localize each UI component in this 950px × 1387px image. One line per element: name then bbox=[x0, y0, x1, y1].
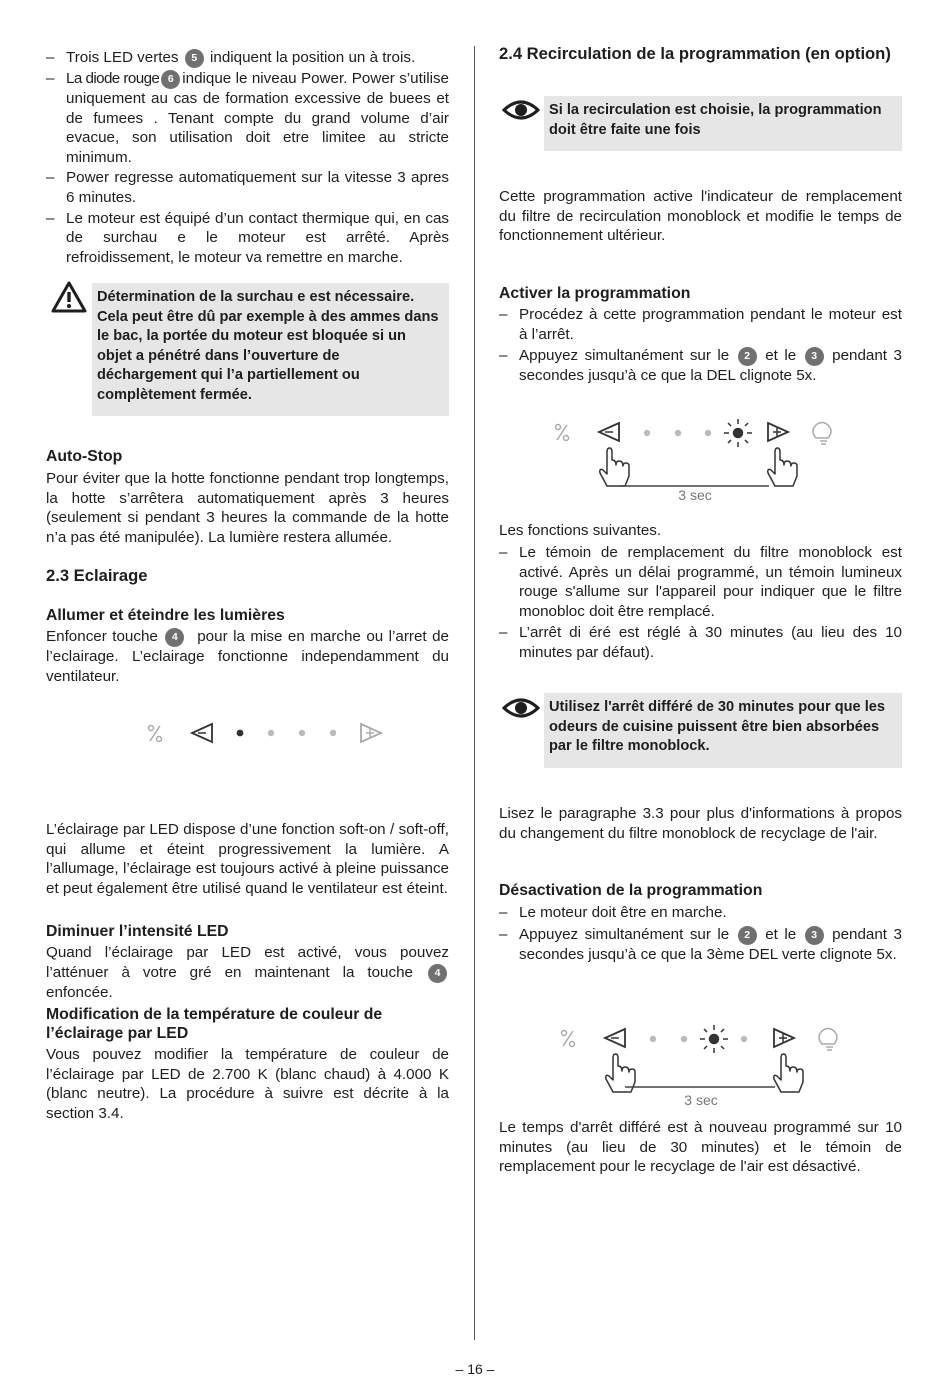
info-note: Utilisez l'arrêt différé de 30 minutes pour que les odeurs de cuisine puissent être bien absorbées par le filtre monoblock. bbox=[544, 693, 902, 768]
list-item: – Le témoin de remplacement du filtre monoblock est activé. Après un délai programmé, un témoin lumineux rouge s'allume sur l'appareil pour indiquer que le filtre monobloc doit être remplacé. bbox=[499, 544, 902, 620]
blinking-led-icon bbox=[724, 419, 752, 447]
duration-label: 3 sec bbox=[678, 487, 712, 503]
bullet-list-top bbox=[46, 48, 449, 267]
section-heading-24: 2.4 Recirculation de la programmation (en option) bbox=[499, 44, 891, 63]
blinking-led-icon bbox=[700, 1025, 728, 1053]
button-number-badge: 4 bbox=[428, 964, 447, 983]
lights-title: Allumer et éteindre les lumières bbox=[46, 607, 285, 624]
led-indicator bbox=[644, 430, 650, 436]
dim-title: Diminuer l’intensité LED bbox=[46, 923, 229, 940]
percent-icon bbox=[562, 1031, 575, 1047]
list-item: – Appuyez simultanément sur le 2 et le 3 pendant 3 secondes jusqu’à ce que la DEL clignote 5x. bbox=[499, 347, 902, 385]
functions-list bbox=[499, 543, 902, 663]
led-indicator bbox=[268, 730, 274, 736]
intro-text: Cette programmation active l'indicateur de remplacement du filtre de recirculation monoblock et modifie le temps de fonctionnement ultérieur. bbox=[499, 188, 902, 245]
led-indicator bbox=[741, 1036, 747, 1042]
control-panel-illustration bbox=[549, 414, 849, 506]
final-text: Le temps d'arrêt différé est à nouveau programmé sur 10 minutes (au lieu de 30 minutes) et le témoin de remplacement pour le recyclage de l'air est désactivé. bbox=[499, 1119, 902, 1176]
lights-text: Enfoncer touche 4 pour la mise en marche ou l’arret de l’eclairage. L’eclairage fonctionne independamment du ventilateur. bbox=[46, 628, 449, 685]
eye-icon bbox=[502, 98, 540, 122]
led-indicator bbox=[675, 430, 681, 436]
dim-text: Quand l’éclairage par LED est activé, vous pouvez l’atténuer à votre gré en maintenant la touche 4 enfoncée. bbox=[46, 944, 449, 1001]
temp-title: Modification de la température de couleur de l’éclairage par LED bbox=[46, 1006, 383, 1042]
column-divider bbox=[474, 46, 475, 1340]
hand-pointer-icon bbox=[768, 448, 797, 486]
led-text: L’éclairage par LED dispose d’une fonction soft-on / soft-off, qui allume et éteint progressivement la lumière. A l’allumage, l’éclairage est toujours activé à pleine puissance et peut également être utilisé quand le ventilateur est éteint. bbox=[46, 821, 449, 897]
duration-label: 3 sec bbox=[684, 1092, 718, 1108]
hand-pointer-icon bbox=[600, 448, 629, 486]
page-number: – 16 – bbox=[455, 1361, 495, 1377]
eye-icon bbox=[502, 696, 540, 720]
list-item: – Power regresse automatiquement sur la vitesse 3 apres 6 minutes. bbox=[46, 169, 449, 206]
button-number-badge: 4 bbox=[165, 628, 184, 647]
hand-pointer-icon bbox=[774, 1054, 803, 1092]
functions-intro: Les fonctions suivantes. bbox=[499, 522, 662, 539]
info-note: Si la recirculation est choisie, la programmation doit être faite une fois bbox=[544, 96, 902, 151]
activate-title: Activer la programmation bbox=[499, 285, 691, 302]
button-number-badge: 5 bbox=[185, 49, 204, 68]
button-number-badge: 2 bbox=[738, 347, 757, 366]
control-panel-illustration bbox=[96, 715, 396, 795]
deactivate-list bbox=[499, 903, 902, 964]
led-indicator bbox=[705, 430, 711, 436]
led-indicator bbox=[681, 1036, 687, 1042]
list-item: – La diode rouge 6 indique le niveau Power. Power s’utilise uniquement au cas de formation excessive de buees et de fumees . Tenant compte du grand volume d’air evacue, son utilisation doit etre limitee au stricte minimum. bbox=[46, 70, 449, 166]
list-item: – Procédez à cette programmation pendant le moteur est à l’arrêt. bbox=[499, 306, 902, 343]
autostop-text: Pour éviter que la hotte fonctionne pendant trop longtemps, la hotte s’arrêtera automatiquement après 3 heures (seulement si pendant 3 heures la commande de la hotte n’a pas été manipulée). La lumière restera allumée. bbox=[46, 470, 449, 546]
warning-icon bbox=[51, 281, 87, 313]
led-indicator bbox=[299, 730, 305, 736]
percent-icon bbox=[556, 425, 569, 441]
autostop-title: Auto-Stop bbox=[46, 448, 123, 465]
list-item: – Le moteur est équipé d’un contact thermique qui, en cas de surchau e le moteur est arrêté. Après refroidissement, le moteur va remettre en marche. bbox=[46, 209, 449, 266]
button-number-badge: 3 bbox=[805, 347, 824, 366]
read-para-text: Lisez le paragraphe 3.3 pour plus d'informations à propos du changement du filtre monoblock de recyclage de l'air. bbox=[499, 805, 902, 842]
light-bulb-icon bbox=[813, 423, 831, 445]
list-item: – L’arrêt di éré est réglé à 30 minutes (au lieu des 10 minutes par défaut). bbox=[499, 624, 902, 661]
led-indicator bbox=[650, 1036, 656, 1042]
led-indicator bbox=[330, 730, 336, 736]
button-number-badge: 2 bbox=[738, 926, 757, 945]
button-number-badge: 6 bbox=[161, 70, 180, 89]
activate-list bbox=[499, 305, 902, 386]
percent-icon bbox=[149, 726, 162, 742]
section-heading-23: 2.3 Eclairage bbox=[46, 566, 148, 585]
list-item: – Le moteur doit être en marche. bbox=[499, 904, 727, 921]
list-item: – Trois LED vertes 5 indiquent la position un à trois. bbox=[46, 49, 416, 66]
temp-text: Vous pouvez modifier la température de couleur de l’éclairage par LED de 2.700 K (blanc chaud) à 4.000 K (blanc neutre). La procédure à suivre est décrite à la section 3.4. bbox=[46, 1046, 449, 1122]
warning-note: Détermination de la surchau e est nécessaire. Cela peut être dû par exemple à des ammes dans le bac, la portée du moteur est bloquée si un objet a pénétré dans l’ouverture de déchargement qui l’a partiellement ou complètement fermée. bbox=[92, 283, 449, 416]
light-bulb-icon bbox=[819, 1029, 837, 1051]
list-item: – Appuyez simultanément sur le 2 et le 3 pendant 3 secondes jusqu’à ce que la 3ème DEL verte clignote 5x. bbox=[499, 925, 902, 963]
control-panel-illustration bbox=[555, 1020, 855, 1112]
button-number-badge: 3 bbox=[805, 926, 824, 945]
deactivate-title: Désactivation de la programmation bbox=[499, 882, 763, 899]
led-indicator-on bbox=[237, 730, 244, 737]
